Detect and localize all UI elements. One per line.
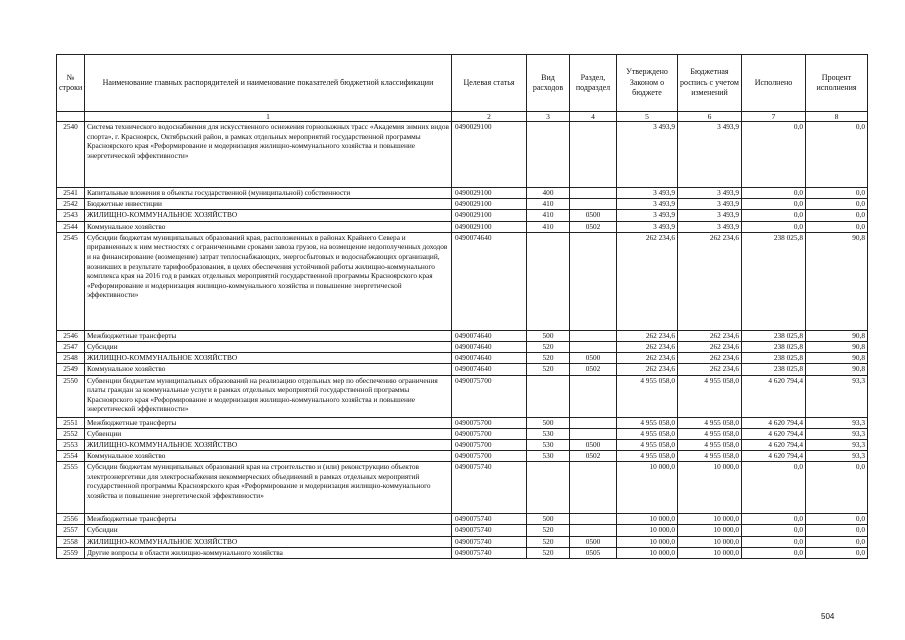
table-row xyxy=(57,547,868,558)
row-number: 2547 xyxy=(57,341,85,352)
row-section: 0500 xyxy=(570,210,617,221)
column-number: 2 xyxy=(452,112,527,122)
row-section: 0505 xyxy=(570,547,617,558)
header-name: Наименование главных распорядителей и наименование показателей бюджетной классификации xyxy=(85,55,452,112)
row-target-code: 0490074640 xyxy=(452,232,527,330)
table-row xyxy=(57,221,868,232)
row-number: 2545 xyxy=(57,232,85,330)
row-expense-type: 520 xyxy=(527,353,570,364)
row-number: 2559 xyxy=(57,547,85,558)
row-name: ЖИЛИЩНО-КОММУНАЛЬНОЕ ХОЗЯЙСТВО xyxy=(85,439,452,450)
header-approved: Утверждено Законом о бюджете xyxy=(617,55,678,112)
row-percent: 93,3 xyxy=(806,417,868,428)
row-percent: 0,0 xyxy=(806,462,868,514)
row-number: 2551 xyxy=(57,417,85,428)
row-executed: 238 025,8 xyxy=(742,341,806,352)
table-row xyxy=(57,210,868,221)
table-row xyxy=(57,417,868,428)
header-row xyxy=(57,55,868,112)
row-name: Другие вопросы в области жилищно-коммунального хозяйства xyxy=(85,547,452,558)
row-percent: 0,0 xyxy=(806,547,868,558)
row-approved: 4 955 058,0 xyxy=(617,428,678,439)
table-row xyxy=(57,536,868,547)
row-expense-type: 400 xyxy=(527,188,570,199)
row-approved: 4 955 058,0 xyxy=(617,417,678,428)
row-painted: 4 955 058,0 xyxy=(678,428,742,439)
column-number: 3 xyxy=(527,112,570,122)
row-approved: 10 000,0 xyxy=(617,536,678,547)
table-row xyxy=(57,451,868,462)
row-approved: 10 000,0 xyxy=(617,525,678,536)
header-exp-type: Вид расходов xyxy=(527,55,570,112)
row-number: 2544 xyxy=(57,221,85,232)
row-expense-type: 530 xyxy=(527,451,570,462)
row-target-code: 0490075740 xyxy=(452,462,527,514)
row-percent: 0,0 xyxy=(806,122,868,188)
row-painted: 3 493,9 xyxy=(678,210,742,221)
header-target: Целевая статья xyxy=(452,55,527,112)
row-expense-type: 410 xyxy=(527,199,570,210)
table-row xyxy=(57,462,868,514)
row-approved: 4 955 058,0 xyxy=(617,439,678,450)
column-number-row xyxy=(57,112,868,122)
column-number: 6 xyxy=(678,112,742,122)
row-executed: 4 620 794,4 xyxy=(742,439,806,450)
row-expense-type xyxy=(527,122,570,188)
table-row xyxy=(57,341,868,352)
row-name: Бюджетные инвестиции xyxy=(85,199,452,210)
row-painted: 262 234,6 xyxy=(678,364,742,375)
table-row xyxy=(57,188,868,199)
row-percent: 90,8 xyxy=(806,364,868,375)
row-percent: 93,3 xyxy=(806,451,868,462)
row-number: 2555 xyxy=(57,462,85,514)
table-row xyxy=(57,330,868,341)
row-name: ЖИЛИЩНО-КОММУНАЛЬНОЕ ХОЗЯЙСТВО xyxy=(85,536,452,547)
column-number: 8 xyxy=(806,112,868,122)
row-name: Коммунальное хозяйство xyxy=(85,221,452,232)
row-percent: 90,8 xyxy=(806,330,868,341)
row-number: 2550 xyxy=(57,375,85,417)
row-section xyxy=(570,341,617,352)
row-section: 0500 xyxy=(570,353,617,364)
row-number: 2541 xyxy=(57,188,85,199)
row-number: 2549 xyxy=(57,364,85,375)
row-approved: 262 234,6 xyxy=(617,232,678,330)
row-name: Субсидии xyxy=(85,341,452,352)
header-percent: Процент исполнения xyxy=(806,55,868,112)
row-percent: 0,0 xyxy=(806,525,868,536)
row-target-code: 0490029100 xyxy=(452,122,527,188)
column-number: 4 xyxy=(570,112,617,122)
row-executed: 0,0 xyxy=(742,525,806,536)
row-target-code: 0490075700 xyxy=(452,417,527,428)
row-executed: 4 620 794,4 xyxy=(742,417,806,428)
row-section xyxy=(570,375,617,417)
row-expense-type xyxy=(527,375,570,417)
row-number: 2558 xyxy=(57,536,85,547)
row-executed: 4 620 794,4 xyxy=(742,451,806,462)
row-section xyxy=(570,188,617,199)
row-number: 2553 xyxy=(57,439,85,450)
row-expense-type: 410 xyxy=(527,210,570,221)
row-target-code: 0490075700 xyxy=(452,375,527,417)
row-approved: 10 000,0 xyxy=(617,547,678,558)
row-executed: 0,0 xyxy=(742,210,806,221)
row-painted: 4 955 058,0 xyxy=(678,417,742,428)
row-executed: 0,0 xyxy=(742,199,806,210)
row-section xyxy=(570,462,617,514)
row-number: 2543 xyxy=(57,210,85,221)
row-name: Субсидии бюджетам муниципальных образований края, расположенных в районах Крайнего Севера и приравненных к ним местностях с ограниченными сроками завоза грузов, на возмещение недополученных доходов и на финансирование (возмещение) затрат теплоснабжающих, энергосбытовых и водоснабжающих организаций, возникших в результате тарифообразования, в целях обеспечения устойчивой работы жилищно-коммунального комплекса края на 2016 год в рамках отдельных мероприятий государственной программы Красноярского края «Реформирование и модернизация жилищно-коммунального хозяйства и повышение энергетической эффективности» xyxy=(85,232,452,330)
row-painted: 4 955 058,0 xyxy=(678,439,742,450)
row-name: ЖИЛИЩНО-КОММУНАЛЬНОЕ ХОЗЯЙСТВО xyxy=(85,210,452,221)
row-expense-type: 530 xyxy=(527,428,570,439)
row-section xyxy=(570,417,617,428)
row-executed: 4 620 794,4 xyxy=(742,375,806,417)
row-target-code: 0490075700 xyxy=(452,428,527,439)
row-painted: 4 955 058,0 xyxy=(678,375,742,417)
row-executed: 238 025,8 xyxy=(742,353,806,364)
row-expense-type xyxy=(527,232,570,330)
row-painted: 10 000,0 xyxy=(678,536,742,547)
row-section: 0502 xyxy=(570,451,617,462)
row-executed: 238 025,8 xyxy=(742,364,806,375)
table-row xyxy=(57,514,868,525)
table-row xyxy=(57,122,868,188)
row-name: Субвенции xyxy=(85,428,452,439)
row-expense-type: 530 xyxy=(527,439,570,450)
row-expense-type: 520 xyxy=(527,547,570,558)
row-painted: 262 234,6 xyxy=(678,330,742,341)
row-percent: 93,3 xyxy=(806,428,868,439)
row-painted: 262 234,6 xyxy=(678,353,742,364)
row-approved: 4 955 058,0 xyxy=(617,451,678,462)
row-painted: 10 000,0 xyxy=(678,525,742,536)
row-painted: 4 955 058,0 xyxy=(678,451,742,462)
row-approved: 262 234,6 xyxy=(617,341,678,352)
row-target-code: 0490074640 xyxy=(452,341,527,352)
row-approved: 262 234,6 xyxy=(617,364,678,375)
budget-table xyxy=(56,54,868,559)
row-number: 2540 xyxy=(57,122,85,188)
row-expense-type: 500 xyxy=(527,330,570,341)
row-name: Межбюджетные трансферты xyxy=(85,330,452,341)
row-expense-type: 410 xyxy=(527,221,570,232)
row-target-code: 0490075700 xyxy=(452,439,527,450)
row-percent: 0,0 xyxy=(806,210,868,221)
row-painted: 3 493,9 xyxy=(678,188,742,199)
row-percent: 93,3 xyxy=(806,375,868,417)
table-row xyxy=(57,375,868,417)
row-painted: 10 000,0 xyxy=(678,462,742,514)
row-target-code: 0490075700 xyxy=(452,451,527,462)
row-name: Система технического водоснабжения для искусственного оснежения горнолыжных трасс «Академия зимних видов спорта», г. Красноярск, Октябрьский район, в рамках отдельных мероприятий государственной программы Красноярского края «Реформирование и модернизация жилищно-коммунального хозяйства и повышение энергетической эффективности» xyxy=(85,122,452,188)
row-target-code: 0490029100 xyxy=(452,221,527,232)
row-target-code: 0490029100 xyxy=(452,199,527,210)
row-expense-type: 520 xyxy=(527,341,570,352)
row-target-code: 0490074640 xyxy=(452,353,527,364)
row-painted: 3 493,9 xyxy=(678,122,742,188)
row-number: 2542 xyxy=(57,199,85,210)
table-row xyxy=(57,428,868,439)
row-name: ЖИЛИЩНО-КОММУНАЛЬНОЕ ХОЗЯЙСТВО xyxy=(85,353,452,364)
row-approved: 3 493,9 xyxy=(617,221,678,232)
row-target-code: 0490074640 xyxy=(452,364,527,375)
row-number: 2554 xyxy=(57,451,85,462)
row-executed: 0,0 xyxy=(742,122,806,188)
row-name: Субвенции бюджетам муниципальных образований на реализацию отдельных мер по обеспечению ограничения платы граждан за коммунальные услуги в рамках отдельных мероприятий государственной программы Красноярского края «Реформирование и модернизация жилищно-коммунального хозяйства и повышение энергетической эффективности» xyxy=(85,375,452,417)
row-executed: 238 025,8 xyxy=(742,232,806,330)
row-section xyxy=(570,199,617,210)
row-number: 2546 xyxy=(57,330,85,341)
row-section: 0502 xyxy=(570,221,617,232)
header-executed: Исполнено xyxy=(742,55,806,112)
row-name: Коммунальное хозяйство xyxy=(85,364,452,375)
row-expense-type: 520 xyxy=(527,364,570,375)
page-number: 504 xyxy=(821,612,835,621)
row-section xyxy=(570,232,617,330)
row-section: 0500 xyxy=(570,439,617,450)
row-name: Субсидии xyxy=(85,525,452,536)
row-target-code: 0490029100 xyxy=(452,210,527,221)
row-section xyxy=(570,428,617,439)
table-row xyxy=(57,353,868,364)
row-executed: 0,0 xyxy=(742,188,806,199)
row-target-code: 0490075740 xyxy=(452,536,527,547)
row-painted: 10 000,0 xyxy=(678,514,742,525)
table-row xyxy=(57,232,868,330)
column-number: 5 xyxy=(617,112,678,122)
row-approved: 3 493,9 xyxy=(617,122,678,188)
row-section: 0500 xyxy=(570,536,617,547)
row-number: 2556 xyxy=(57,514,85,525)
row-percent: 0,0 xyxy=(806,514,868,525)
row-executed: 0,0 xyxy=(742,221,806,232)
row-percent: 0,0 xyxy=(806,221,868,232)
row-approved: 262 234,6 xyxy=(617,330,678,341)
row-expense-type: 500 xyxy=(527,417,570,428)
row-target-code: 0490075740 xyxy=(452,547,527,558)
row-executed: 0,0 xyxy=(742,547,806,558)
row-name: Субсидии бюджетам муниципальных образований края на строительство и (или) реконструкцию объектов электроэнергетики для электроснабжения некоммерческих объединений в рамках отдельных мероприятий государственной программы Красноярского края «Реформирование и модернизация жилищно-коммунального хозяйства и повышение энергетической эффективности» xyxy=(85,462,452,514)
row-target-code: 0490075740 xyxy=(452,525,527,536)
row-approved: 3 493,9 xyxy=(617,199,678,210)
row-executed: 0,0 xyxy=(742,514,806,525)
row-section xyxy=(570,525,617,536)
row-approved: 3 493,9 xyxy=(617,188,678,199)
row-percent: 0,0 xyxy=(806,188,868,199)
row-number: 2552 xyxy=(57,428,85,439)
table-row xyxy=(57,199,868,210)
row-expense-type: 500 xyxy=(527,514,570,525)
row-approved: 3 493,9 xyxy=(617,210,678,221)
row-target-code: 0490074640 xyxy=(452,330,527,341)
row-target-code: 0490029100 xyxy=(452,188,527,199)
row-approved: 10 000,0 xyxy=(617,462,678,514)
row-percent: 0,0 xyxy=(806,536,868,547)
row-executed: 238 025,8 xyxy=(742,330,806,341)
header-painted: Бюджетная роспись с учетом изменений xyxy=(678,55,742,112)
row-section xyxy=(570,122,617,188)
row-percent: 0,0 xyxy=(806,199,868,210)
row-approved: 262 234,6 xyxy=(617,353,678,364)
table-row xyxy=(57,439,868,450)
row-number: 2557 xyxy=(57,525,85,536)
column-number: 7 xyxy=(742,112,806,122)
row-painted: 3 493,9 xyxy=(678,221,742,232)
row-expense-type xyxy=(527,462,570,514)
column-number: 1 xyxy=(85,112,452,122)
row-painted: 10 000,0 xyxy=(678,547,742,558)
column-number xyxy=(57,112,85,122)
row-executed: 0,0 xyxy=(742,536,806,547)
row-painted: 262 234,6 xyxy=(678,232,742,330)
row-expense-type: 520 xyxy=(527,536,570,547)
row-target-code: 0490075740 xyxy=(452,514,527,525)
table-row xyxy=(57,364,868,375)
row-number: 2548 xyxy=(57,353,85,364)
row-percent: 90,8 xyxy=(806,353,868,364)
row-percent: 90,8 xyxy=(806,232,868,330)
row-name: Межбюджетные трансферты xyxy=(85,417,452,428)
table-body xyxy=(57,122,868,559)
row-expense-type: 520 xyxy=(527,525,570,536)
row-name: Коммунальное хозяйство xyxy=(85,451,452,462)
row-section xyxy=(570,330,617,341)
row-name: Межбюджетные трансферты xyxy=(85,514,452,525)
header-row-no: № строки xyxy=(57,55,85,112)
table-row xyxy=(57,525,868,536)
row-painted: 3 493,9 xyxy=(678,199,742,210)
row-executed: 0,0 xyxy=(742,462,806,514)
row-approved: 10 000,0 xyxy=(617,514,678,525)
row-section xyxy=(570,514,617,525)
row-percent: 93,3 xyxy=(806,439,868,450)
row-section: 0502 xyxy=(570,364,617,375)
header-section: Раздел, подраздел xyxy=(570,55,617,112)
row-approved: 4 955 058,0 xyxy=(617,375,678,417)
row-painted: 262 234,6 xyxy=(678,341,742,352)
row-executed: 4 620 794,4 xyxy=(742,428,806,439)
row-name: Капитальные вложения в объекты государственной (муниципальной) собственности xyxy=(85,188,452,199)
row-percent: 90,8 xyxy=(806,341,868,352)
